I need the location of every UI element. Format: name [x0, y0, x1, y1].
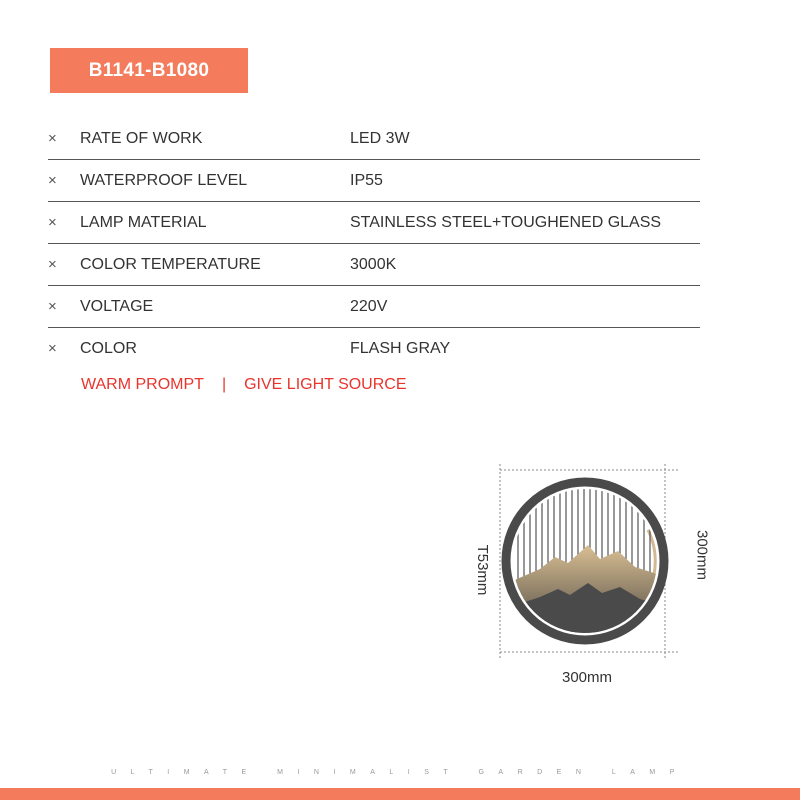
spec-value: FLASH GRAY — [350, 339, 451, 357]
warm-prompt-label: WARM PROMPT — [81, 376, 204, 393]
spec-value: LED 3W — [350, 129, 410, 147]
thickness-dimension: T53mm — [473, 544, 491, 596]
spec-table — [48, 118, 700, 369]
spec-row-waterproof-level — [48, 160, 700, 202]
cross-icon: × — [48, 213, 57, 231]
cross-icon: × — [48, 339, 57, 357]
spec-row-lamp-material — [48, 202, 700, 244]
spec-label: COLOR TEMPERATURE — [80, 255, 261, 273]
spec-value: 3000K — [350, 255, 397, 273]
spec-label: RATE OF WORK — [80, 129, 203, 147]
light-source-note: GIVE LIGHT SOURCE — [244, 376, 407, 393]
spec-row-color-temperature — [48, 244, 700, 286]
footer-tagline: ULTIMATE MINIMALIST GARDEN LAMP — [111, 769, 689, 776]
width-dimension: 300mm — [562, 669, 613, 686]
model-badge — [50, 48, 248, 93]
lamp-illustration — [470, 460, 700, 690]
cross-icon: × — [48, 129, 57, 147]
spec-value: 220V — [350, 297, 388, 315]
model-number: B1141-B1080 — [88, 59, 210, 81]
cross-icon: × — [48, 255, 57, 273]
prompt-separator: | — [221, 376, 227, 393]
spec-label: WATERPROOF LEVEL — [80, 171, 248, 189]
spec-label: VOLTAGE — [80, 297, 154, 315]
spec-row-voltage — [48, 286, 700, 328]
spec-row-rate-of-work — [48, 118, 700, 160]
footer-bar — [0, 788, 800, 800]
cross-icon: × — [48, 297, 57, 315]
warm-prompt — [81, 376, 407, 394]
spec-value: IP55 — [350, 171, 383, 189]
spec-label: LAMP MATERIAL — [80, 213, 207, 231]
spec-row-color — [48, 328, 700, 369]
spec-value: STAINLESS STEEL+TOUGHENED GLASS — [350, 213, 662, 231]
spec-label: COLOR — [80, 339, 137, 357]
height-dimension: 300mm — [693, 529, 711, 581]
cross-icon: × — [48, 171, 57, 189]
